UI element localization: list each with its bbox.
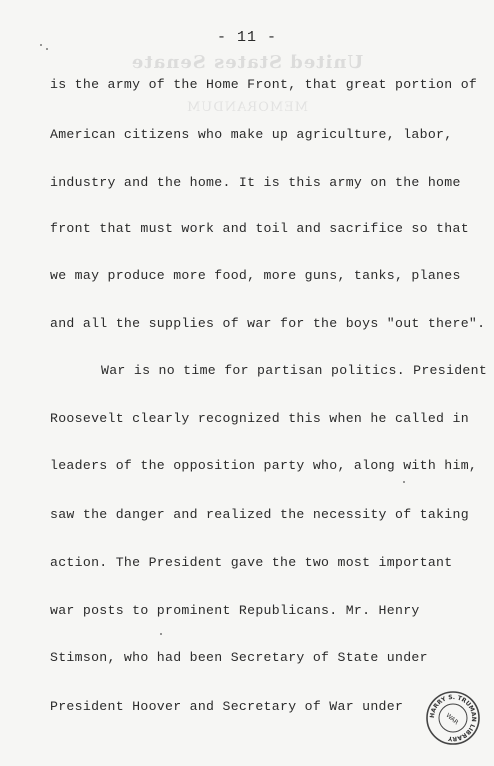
body-line: is the army of the Home Front, that great portion of [50, 77, 478, 92]
paper-speck [40, 44, 42, 46]
body-line: War is no time for partisan politics. President [101, 363, 488, 378]
body-line: saw the danger and realized the necessity of taking [50, 507, 469, 522]
paper-speck [160, 633, 162, 635]
page-number: - 11 - [216, 29, 277, 46]
watermark: United States Senate [130, 52, 364, 73]
body-line: industry and the home. It is this army on the home [50, 175, 461, 190]
body-line: leaders of the opposition party who, along with him, [50, 458, 478, 473]
paper-speck [403, 481, 405, 483]
body-line: American citizens who make up agriculture, labor, [50, 127, 453, 142]
library-stamp-icon [425, 690, 481, 746]
paper-speck [46, 48, 48, 50]
svg-text:WAR: WAR [444, 712, 460, 727]
stamp-text: HARRY S. TRUMAN LIBRARY [428, 693, 478, 743]
body-line: we may produce more food, more guns, tanks, planes [50, 268, 461, 283]
body-line: front that must work and toil and sacrifice so that [50, 221, 469, 236]
body-line: President Hoover and Secretary of War under [50, 699, 404, 714]
body-line: war posts to prominent Republicans. Mr. Henry [50, 603, 420, 618]
body-line: and all the supplies of war for the boys "out there". [50, 316, 486, 331]
body-line: Roosevelt clearly recognized this when he called in [50, 411, 469, 426]
body-line: Stimson, who had been Secretary of State under [50, 650, 428, 665]
watermark-subtitle: MEMORANDUM [186, 100, 309, 115]
body-line: action. The President gave the two most important [50, 555, 453, 570]
